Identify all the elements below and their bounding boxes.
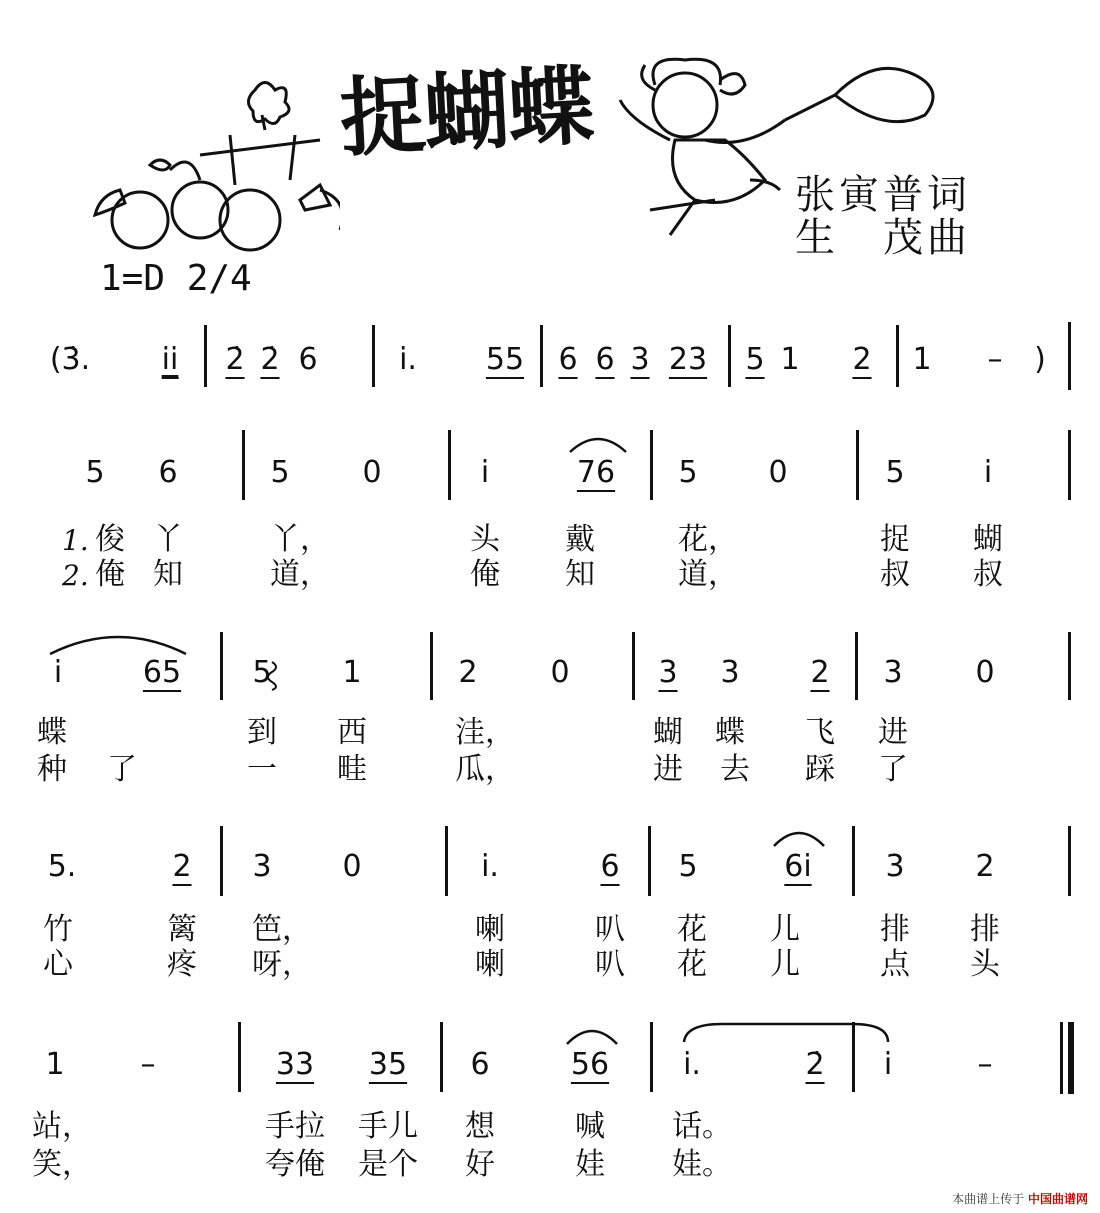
barline xyxy=(220,632,223,700)
note: i̇ xyxy=(480,455,490,490)
lyric: 点 xyxy=(880,947,910,982)
note: 5 xyxy=(885,455,905,490)
lyric: 进 xyxy=(878,715,908,750)
lyric: 叭 xyxy=(595,947,625,982)
barline xyxy=(204,325,207,387)
lyric: 娃。 xyxy=(672,1147,732,1182)
note: 56 xyxy=(570,1047,610,1082)
note: 6 xyxy=(470,1047,490,1082)
lyric: 知 xyxy=(565,557,595,592)
lyric: 西 xyxy=(337,715,367,750)
lyric: 种 xyxy=(37,752,67,787)
lyric: 头 xyxy=(470,522,500,557)
lyric: 儿 xyxy=(770,912,800,947)
barline xyxy=(220,826,223,896)
lyric: 丫， xyxy=(270,522,330,557)
lyric: 排 xyxy=(880,912,910,947)
note: i̇. xyxy=(683,1047,701,1082)
lyric: 笑， xyxy=(32,1147,92,1182)
note: 5 xyxy=(85,455,105,490)
note: 0 xyxy=(975,655,995,690)
lyric: 瓜， xyxy=(455,752,515,787)
lyric: 喇 xyxy=(475,912,505,947)
note: 2 xyxy=(458,655,478,690)
note: 3 xyxy=(883,655,903,690)
verse-number: 1. xyxy=(62,524,89,557)
barline xyxy=(632,632,635,700)
upload-watermark xyxy=(952,1190,1088,1207)
note: (3̇. xyxy=(49,342,91,377)
lyricist-credit: 张寅普词 xyxy=(795,172,971,218)
lyric: 蝶 xyxy=(715,715,745,750)
barline xyxy=(242,430,245,500)
barline xyxy=(650,1022,653,1092)
lyric: 喇 xyxy=(475,947,505,982)
barline xyxy=(650,430,653,500)
lyric: 道， xyxy=(270,557,330,592)
barline xyxy=(852,826,855,896)
note: 5. xyxy=(47,849,77,884)
note: 55 xyxy=(485,342,525,377)
barline xyxy=(430,632,433,700)
note: 3 xyxy=(885,849,905,884)
lyric: 话。 xyxy=(672,1109,732,1144)
note: 3 xyxy=(630,342,650,377)
note: 6 xyxy=(158,455,178,490)
note: 6 xyxy=(600,849,620,884)
lyric: 想 xyxy=(465,1109,495,1144)
lyric: 畦 xyxy=(337,752,367,787)
lyric: 蝶 xyxy=(37,715,67,750)
final-barline-thin xyxy=(1060,1022,1063,1094)
note: 2̇ xyxy=(225,342,245,377)
barline xyxy=(238,1022,241,1092)
slur xyxy=(565,1024,619,1048)
barline xyxy=(856,430,859,500)
note: 5 xyxy=(252,655,272,690)
note: i̇i̇ xyxy=(161,342,179,377)
barline xyxy=(1068,826,1071,896)
barline xyxy=(648,826,651,896)
barline xyxy=(1068,632,1071,700)
note: 3 xyxy=(658,655,678,690)
lyric: 手儿 xyxy=(358,1109,418,1144)
lyric: 到 xyxy=(247,715,277,750)
barline xyxy=(896,325,899,387)
note: i̇. xyxy=(399,342,417,377)
lyric: 戴 xyxy=(565,522,595,557)
lyric: 一 xyxy=(247,752,277,787)
barline xyxy=(855,632,858,700)
barline xyxy=(728,325,731,387)
lyric: 了 xyxy=(878,752,908,787)
note: 0 xyxy=(342,849,362,884)
lyric: 站， xyxy=(32,1109,92,1144)
lyric: 花 xyxy=(677,947,707,982)
note: – xyxy=(977,1047,993,1082)
note: i̇. xyxy=(481,849,499,884)
lyric: 花 xyxy=(677,912,707,947)
note: 0 xyxy=(362,455,382,490)
glissando-mark xyxy=(268,660,284,690)
note: 33 xyxy=(275,1047,315,1082)
verse-number: 2. xyxy=(62,559,89,592)
lyric: 叔 xyxy=(880,557,910,592)
note: 35 xyxy=(368,1047,408,1082)
barline xyxy=(448,430,451,500)
barline xyxy=(540,325,543,387)
lyric: 叭 xyxy=(595,912,625,947)
tie xyxy=(682,1020,890,1044)
note: 2 xyxy=(172,849,192,884)
lyric: 道， xyxy=(678,557,738,592)
note: – xyxy=(987,342,1003,377)
note: 1 xyxy=(45,1047,65,1082)
slur xyxy=(772,826,826,850)
lyric: 丫 xyxy=(153,522,183,557)
note: i̇ xyxy=(883,1047,893,1082)
lyric: 叔 xyxy=(973,557,1003,592)
watermark-text: 本曲谱上传于 xyxy=(952,1192,1025,1206)
lyric: 俊 xyxy=(95,522,125,557)
note: 5 xyxy=(745,342,765,377)
lyric: 飞 xyxy=(805,715,835,750)
lyric: 俺 xyxy=(95,557,125,592)
lyric: 知 xyxy=(153,557,183,592)
lyric: 疼 xyxy=(167,947,197,982)
barline xyxy=(1068,322,1071,390)
barline xyxy=(445,826,448,896)
butterfly-melon-illustration xyxy=(90,70,340,280)
note: 2 xyxy=(975,849,995,884)
lyric: 了 xyxy=(107,752,137,787)
note: 3 xyxy=(720,655,740,690)
lyric: 踩 xyxy=(805,752,835,787)
barline xyxy=(372,325,375,387)
lyric: 捉 xyxy=(880,522,910,557)
note: 2̇ xyxy=(805,1047,825,1082)
note: ) xyxy=(1034,342,1046,377)
watermark-site: 中国曲谱网 xyxy=(1027,1192,1088,1206)
barline xyxy=(440,1022,443,1092)
note: 5 xyxy=(678,849,698,884)
note: 5 xyxy=(678,455,698,490)
note: 1 xyxy=(912,342,932,377)
note: 2 xyxy=(810,655,830,690)
note: 5 xyxy=(270,455,290,490)
note: i̇ xyxy=(53,655,63,690)
lyric: 呀， xyxy=(252,947,312,982)
note: 2 xyxy=(852,342,872,377)
note: 0 xyxy=(550,655,570,690)
note: 76 xyxy=(576,455,616,490)
note: 6 xyxy=(558,342,578,377)
lyric: 娃 xyxy=(575,1147,605,1182)
lyric: 是个 xyxy=(358,1147,418,1182)
note: 6 xyxy=(298,342,318,377)
barline xyxy=(1068,430,1071,500)
lyric: 花， xyxy=(678,522,738,557)
lyric: 手拉 xyxy=(265,1109,325,1144)
lyric: 洼， xyxy=(455,715,515,750)
composer-credit: 生 茂曲 xyxy=(795,215,971,261)
note: 1 xyxy=(342,655,362,690)
note: 6i̇ xyxy=(784,849,812,884)
note: – xyxy=(140,1047,156,1082)
lyric: 好 xyxy=(465,1147,495,1182)
song-title: 捉蝴蝶 xyxy=(337,56,595,170)
note: i̇ xyxy=(983,455,993,490)
lyric: 进 xyxy=(653,752,683,787)
final-barline-thick xyxy=(1068,1022,1074,1094)
lyric: 去 xyxy=(720,752,750,787)
lyric: 篱 xyxy=(167,912,197,947)
lyric: 笆， xyxy=(252,912,312,947)
lyric: 儿 xyxy=(770,947,800,982)
key-signature: 1=D 2/4 xyxy=(100,258,252,299)
lyric: 竹 xyxy=(43,912,73,947)
lyric: 蝴 xyxy=(973,522,1003,557)
lyric: 俺 xyxy=(470,557,500,592)
note: 3 xyxy=(252,849,272,884)
note: 65 xyxy=(142,655,182,690)
lyric: 头 xyxy=(970,947,1000,982)
lyric: 心 xyxy=(43,947,73,982)
lyric: 排 xyxy=(970,912,1000,947)
lyric: 蝴 xyxy=(653,715,683,750)
note: 1 xyxy=(780,342,800,377)
note: 6 xyxy=(595,342,615,377)
lyric: 喊 xyxy=(575,1109,605,1144)
note: 2̇ xyxy=(260,342,280,377)
lyric: 夸俺 xyxy=(265,1147,325,1182)
slur xyxy=(48,630,188,658)
slur xyxy=(568,432,628,456)
note: 23 xyxy=(668,342,708,377)
note: 0 xyxy=(768,455,788,490)
